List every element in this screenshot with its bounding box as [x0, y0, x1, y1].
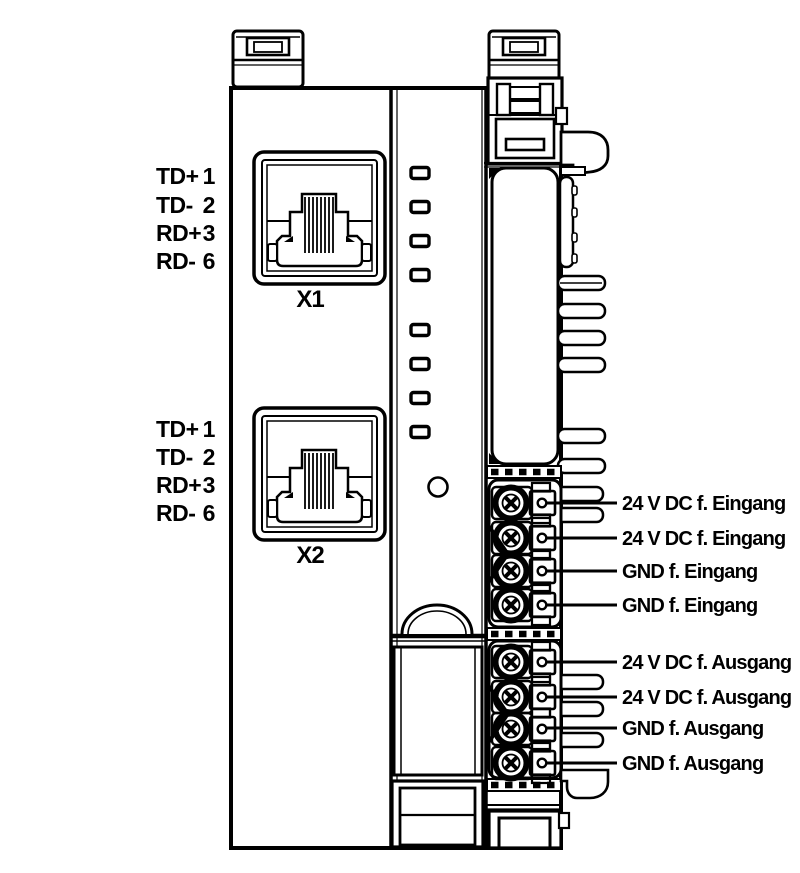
pin-signal-label: RD+	[156, 220, 202, 246]
pinout-x1	[156, 163, 216, 274]
terminal-label: 24 V DC f. Ausgang	[622, 652, 792, 674]
din-rail-hook-bottom	[561, 770, 608, 798]
terminal-label: GND f. Eingang	[622, 595, 758, 617]
hatch-band	[487, 466, 561, 478]
port-label-x2: X2	[296, 542, 324, 569]
bottom-cover	[392, 781, 483, 847]
pin-number-label: 1	[202, 416, 216, 442]
pin-signal-label: RD-	[156, 248, 196, 274]
port-label-x1: X1	[296, 286, 324, 313]
pin-signal-label: TD-	[156, 444, 193, 470]
pin-number-label: 3	[202, 472, 216, 498]
terminal-label: GND f. Eingang	[622, 561, 758, 583]
bottom-right-foot	[486, 805, 569, 848]
terminal-label: 24 V DC f. Eingang	[622, 528, 786, 550]
pin-number-label: 2	[202, 444, 216, 470]
terminal-label: 24 V DC f. Ausgang	[622, 687, 792, 709]
pin-number-label: 2	[202, 192, 216, 218]
flap-door	[394, 647, 482, 775]
pin-signal-label: RD-	[156, 500, 196, 526]
terminal-labels	[622, 493, 791, 775]
mounting-latch-left	[233, 31, 303, 87]
bus-contact-fins	[556, 276, 605, 747]
pin-number-label: 1	[202, 163, 216, 189]
pin-number-label: 6	[202, 500, 216, 526]
power-jumper-contact-block	[484, 78, 567, 167]
terminal-label: 24 V DC f. Eingang	[622, 493, 786, 515]
pin-signal-label: TD-	[156, 192, 193, 218]
pin-signal-label: RD+	[156, 472, 202, 498]
hatch-band	[487, 628, 561, 640]
din-rail-hook-top	[561, 132, 608, 175]
front-flap	[391, 605, 486, 775]
terminal-label: GND f. Ausgang	[622, 753, 764, 775]
terminal-label: GND f. Ausgang	[622, 718, 764, 740]
pinout-x2	[156, 416, 216, 526]
pin-number-label: 3	[202, 220, 216, 246]
pin-signal-label: TD+	[156, 416, 199, 442]
bus-contact-rail	[560, 177, 577, 267]
pin-signal-label: TD+	[156, 163, 199, 189]
pin-number-label: 6	[202, 248, 216, 274]
side-cover-panel	[489, 168, 558, 464]
